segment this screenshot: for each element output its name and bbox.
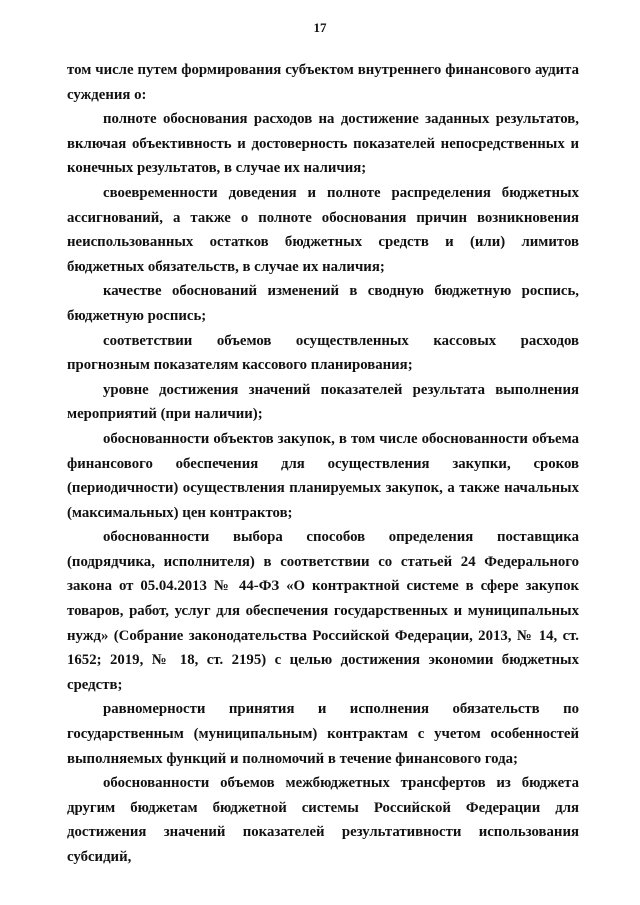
paragraph-procurement-objects: обоснованности объектов закупок, в том числе обоснованности объема финансового обеспечения для осуществления закупки, сроков (периодичности) осуществления планируемых закупок, а также начальных (максимальных) цен контрактов; xyxy=(67,430,579,521)
paragraph-cash-expenses: соответствии объемов осуществленных кассовых расходов прогнозным показателям кассового планирования; xyxy=(67,332,579,374)
paragraph-expenses-justification: полноте обоснования расходов на достижение заданных результатов, включая объективность и достоверность показателей непосредственных и конечных результатов, в случае их наличия; xyxy=(67,111,579,177)
document-body xyxy=(67,58,579,870)
paragraph-intro: том числе путем формирования субъектом внутреннего финансового аудита суждения о: xyxy=(67,62,579,103)
page-number: 17 xyxy=(313,20,327,35)
paragraph-result-indicators: уровне достижения значений показателей результата выполнения мероприятий (при наличии); xyxy=(67,381,579,423)
paragraph-supplier-selection: обоснованности выбора способов определения поставщика (подрядчика, исполнителя) в соответствии со статьей 24 Федерального закона от 05.04.2013 № 44-ФЗ «О контрактной системе в сфере закупок товаров, работ, услуг для обеспечения государственных и муниципальных нужд» (Собрание законодательства Российской Федерации, 2013, № 14, ст. 1652; 2019, № 18, ст. 2195) с целью достижения экономии бюджетных средств; xyxy=(67,529,579,693)
paragraph-budget-changes: качестве обоснований изменений в сводную бюджетную роспись, бюджетную роспись; xyxy=(67,283,579,324)
paragraph-allocation-timeliness: своевременности доведения и полноте распределения бюджетных ассигнований, а также о полноте обоснования причин возникновения неиспользованных остатков бюджетных средств и (или) лимитов бюджетных обязательств, в случае их наличия; xyxy=(67,184,579,275)
paragraph-contract-obligations: равномерности принятия и исполнения обязательств по государственным (муниципальным) контрактам с учетом особенностей выполняемых функций и полномочий в течение финансового года; xyxy=(67,701,579,767)
paragraph-interbudget-transfers: обоснованности объемов межбюджетных трансфертов из бюджета другим бюджетам бюджетной системы Российской Федерации для достижения значений показателей результативности использования субсидий, xyxy=(67,775,579,865)
